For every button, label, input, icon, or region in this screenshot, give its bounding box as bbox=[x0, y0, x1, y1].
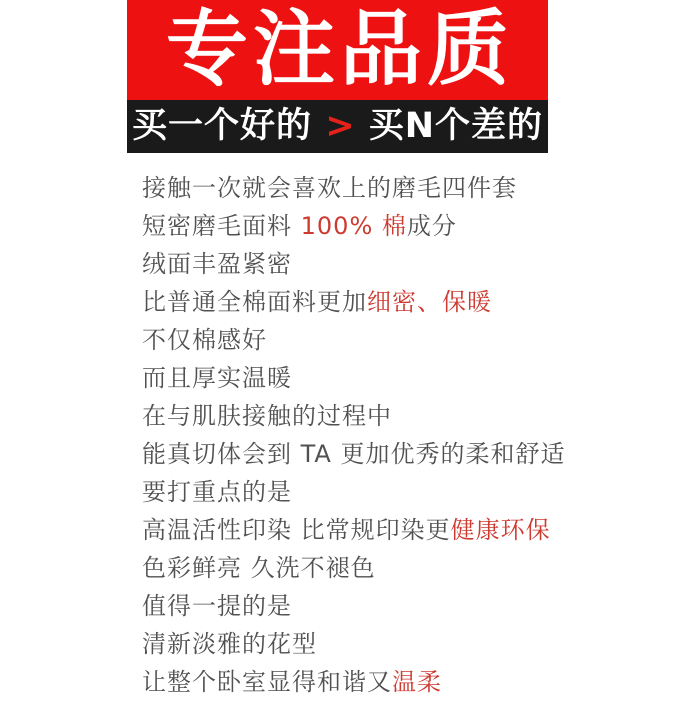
subtitle-segment: 买一个好的 bbox=[132, 106, 326, 146]
body-line-segment: 在与肌肤接触的过程中 bbox=[142, 402, 392, 430]
comparison-subtitle-banner bbox=[127, 100, 548, 153]
body-line-segment: 比普通全棉面料更加 bbox=[142, 288, 367, 316]
body-line bbox=[142, 435, 566, 473]
body-line bbox=[142, 473, 548, 511]
body-line bbox=[142, 587, 548, 625]
body-line bbox=[142, 397, 548, 435]
body-line bbox=[142, 283, 548, 321]
body-text-list bbox=[127, 153, 566, 701]
body-line bbox=[142, 359, 548, 397]
body-line-segment: 色彩鲜亮 久洗不褪色 bbox=[142, 554, 376, 582]
quality-title-text: 专注品质 bbox=[165, 2, 514, 97]
body-line bbox=[142, 663, 548, 701]
body-line-segment: 而且厚实温暖 bbox=[142, 364, 292, 392]
highlight-text: 温柔 bbox=[392, 668, 442, 696]
body-line-segment: 让整个卧室显得和谐又 bbox=[142, 668, 392, 696]
body-line-segment: 绒面丰盈紧密 bbox=[142, 250, 292, 278]
body-line-segment: 不仅棉感好 bbox=[142, 326, 267, 354]
body-line bbox=[142, 321, 548, 359]
body-line bbox=[142, 245, 548, 283]
quality-title-banner bbox=[127, 0, 548, 100]
body-line-segment: 值得一提的是 bbox=[142, 592, 292, 620]
body-line bbox=[142, 549, 548, 587]
greater-than-arrow: > bbox=[325, 106, 356, 146]
highlight-text: 细密、保暖 bbox=[367, 288, 492, 316]
content-column bbox=[127, 0, 566, 701]
body-line bbox=[142, 169, 548, 207]
highlight-text: 100% 棉 bbox=[300, 212, 407, 240]
body-line-segment: 能真切体会到 TA 更加优秀的柔和舒适 bbox=[142, 440, 566, 468]
body-line-segment: 接触一次就会喜欢上的磨毛四件套 bbox=[142, 174, 517, 202]
body-line bbox=[142, 625, 548, 663]
body-line bbox=[142, 511, 551, 549]
subtitle-segment: 买N个差的 bbox=[355, 106, 543, 146]
body-line-segment: 成分 bbox=[406, 212, 457, 240]
body-line bbox=[142, 207, 548, 245]
body-line-segment: 要打重点的是 bbox=[142, 478, 292, 506]
body-line-segment: 高温活性印染 比常规印染更 bbox=[142, 516, 451, 544]
body-line-segment: 清新淡雅的花型 bbox=[142, 630, 317, 658]
body-line-segment: 短密磨毛面料 bbox=[142, 212, 301, 240]
highlight-text: 健康环保 bbox=[450, 516, 551, 544]
